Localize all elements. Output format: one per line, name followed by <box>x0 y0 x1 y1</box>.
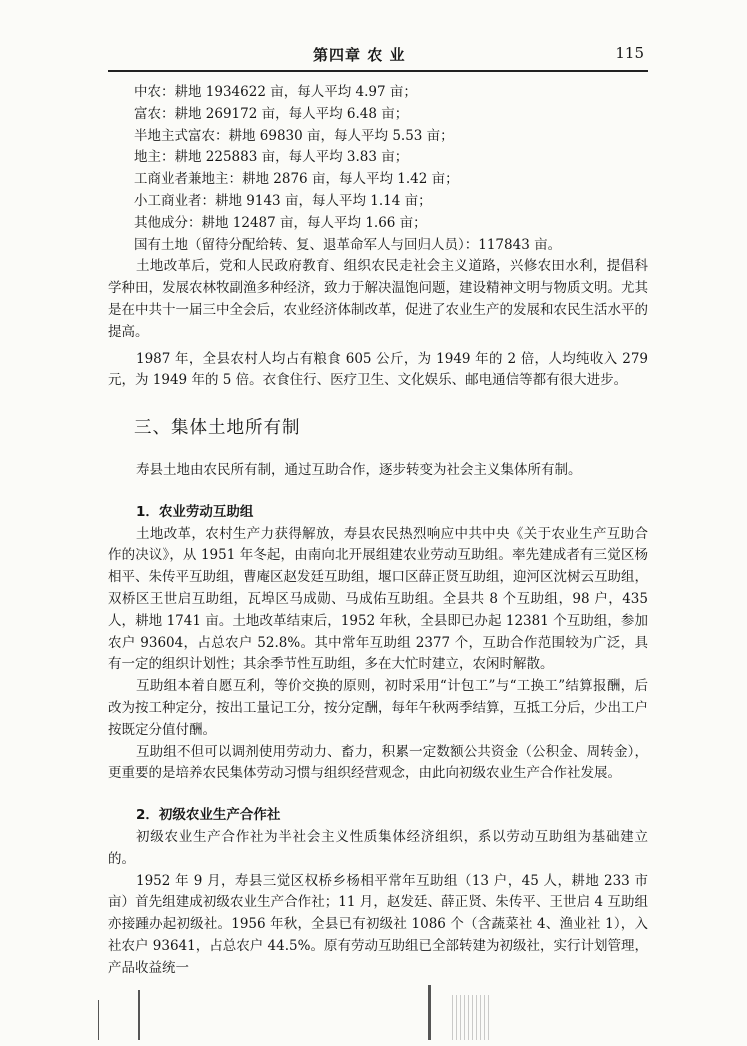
running-header <box>108 40 648 72</box>
scan-artifact <box>98 1000 99 1040</box>
list-item: 小工商业者：耕地 9143 亩，每人平均 1.14 亩； <box>134 192 432 209</box>
page-number: 115 <box>615 44 644 62</box>
page-body <box>108 82 648 979</box>
list-item: 国有土地（留待分配给转、复、退革命军人与回归人员）：117843 亩。 <box>134 236 562 253</box>
scan-artifact <box>138 990 140 1040</box>
list-item: 其他成分：耕地 12487 亩，每人平均 1.66 亩； <box>134 214 427 231</box>
paragraph: 初级农业生产合作社为半社会主义性质集体经济组织，系以劳动互助组为基础建立的。 <box>108 828 648 867</box>
list-item: 富农：耕地 269172 亩，每人平均 6.48 亩； <box>134 105 409 122</box>
paragraph: 互助组不但可以调剂使用劳动力、畜力，积累一定数额公共资金（公积金、周转金），更重要的是培养农民集体劳动习惯与组织经营观念，由此向初级农业生产合作社发展。 <box>108 743 648 782</box>
section-title: 三、集体土地所有制 <box>134 418 301 439</box>
list-item: 工商业者兼地主：耕地 2876 亩，每人平均 1.42 亩； <box>134 171 459 188</box>
paragraph: 1952 年 9 月，寿县三觉区权桥乡杨相平常年互助组（13 户，45 人，耕地 233 市亩）首先组建成初级农业生产合作社；11 月，赵发廷、薛正贤、朱传平、王世启 4 互助组亦接踵办起初级社。1956 年秋，全县已有初级社 1086 个（含蔬菜社 4、渔业社 1），入社农户 93641，占总农户 44.5%。原有劳动互助组已全部转建为初级社，实行计划管理，产品收益统一 <box>108 872 648 976</box>
chapter-title: 第四章 农 业 <box>313 46 406 64</box>
list-item: 中农：耕地 1934622 亩，每人平均 4.97 亩； <box>134 84 417 100</box>
subsection-heading: 2．初级农业生产合作社 <box>136 807 281 824</box>
section-lead: 寿县土地由农民所有制，通过互助合作，逐步转变为社会主义集体所有制。 <box>136 461 582 478</box>
paragraph: 互助组本着自愿互利，等价交换的原则，初时采用“计包工”与“工换工”结算报酬，后改为按工种定分，按出工量记工分，按分定酬，每年午秋两季结算，互抵工分后，少出工户按既定分值付酬。 <box>108 678 648 738</box>
paragraph: 土地改革，农村生产力获得解放，寿县农民热烈响应中共中央《关于农业生产互助合作的决议》，从 1951 年冬起，由南向北开展组建农业劳动互助组。率先建成者有三觉区杨相平、朱传平互助组，曹庵区赵发廷互助组，堰口区薛正贤互助组，迎河区沈树云互助组，双桥区王世启互助组，瓦埠区马成勋、马成佑互助组。全县共 8 个互助组，98 户，435 人，耕地 1741 亩。土地改革结束后，1952 年秋，全县即已办起 12381 个互助组，参加农户 93604，占总农户 52.8%。其中常年互助组 2377 个，互助合作范围较为广泛，具有一定的组织计划性；其余季节性互助组，多在大忙时建立，农闲时解散。 <box>108 525 648 673</box>
list-item: 半地主式富农：耕地 69830 亩，每人平均 5.53 亩； <box>134 127 454 144</box>
list-item: 地主：耕地 225883 亩，每人平均 3.83 亩； <box>134 149 409 166</box>
paragraph: 1987 年，全县农村人均占有粮食 605 公斤，为 1949 年的 2 倍，人均纯收入 279 元，为 1949 年的 5 倍。衣食住行、医疗卫生、文化娱乐、邮电通信等都有很大进步。 <box>108 350 648 389</box>
scan-artifact <box>452 995 492 1040</box>
paragraph: 土地改革后，党和人民政府教育、组织农民走社会主义道路，兴修农田水利，提倡科学种田，发展农林牧副渔多种经济，致力于解决温饱问题，建设精神文明与物质文明。尤其是在中共十一届三中全会后，农业经济体制改革，促进了农业生产的发展和农民生活水平的提高。 <box>108 258 648 340</box>
subsection-heading: 1．农业劳动互助组 <box>136 503 254 520</box>
scan-artifact <box>428 985 431 1040</box>
